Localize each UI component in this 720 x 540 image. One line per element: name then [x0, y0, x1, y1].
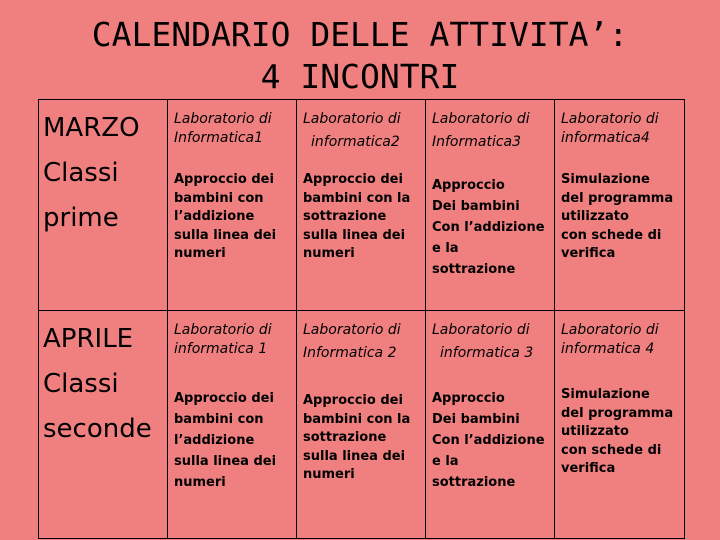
class-group: seconde — [43, 414, 152, 444]
description-line: del programma — [561, 405, 674, 421]
lab-title-cell — [426, 310, 555, 378]
lab-title-cell — [168, 100, 297, 169]
lab-title-cell — [168, 310, 297, 378]
description-line: Approccio dei — [303, 393, 403, 408]
lab-title-line: Informatica3 — [432, 134, 522, 150]
description-line: bambini con la — [303, 190, 411, 206]
lab-title-line: Laboratorio di — [174, 322, 272, 338]
slide-title — [0, 14, 720, 98]
description-line: sulla linea dei — [174, 454, 277, 469]
lab-title-line: informatica2 — [311, 134, 400, 150]
lab-title-cell — [555, 310, 684, 378]
class-label: Classi — [43, 158, 119, 188]
lab-title-line: Informatica 2 — [303, 345, 397, 361]
description-line: Simulazione — [561, 387, 650, 402]
description-line: Simulazione — [561, 172, 650, 187]
lab-title-line: informatica 3 — [440, 345, 534, 361]
activity-calendar-table — [38, 99, 685, 539]
month-cell-aprile — [39, 310, 168, 539]
description-line: sottrazione — [432, 262, 516, 277]
lab-title-line: Laboratorio di — [303, 111, 401, 127]
description-line: Con l’addizione — [432, 433, 545, 448]
description-line: e la — [432, 454, 459, 469]
lab-title-line: Laboratorio di — [561, 322, 659, 338]
description-line: numeri — [303, 246, 355, 261]
lab-title-line: Laboratorio di — [432, 322, 530, 338]
description-line: sottrazione — [303, 430, 387, 445]
lab-title-cell — [426, 100, 555, 169]
lab-title-line: informatica 4 — [561, 341, 655, 357]
description-line: sulla linea dei — [303, 227, 406, 243]
description-line: con schede di — [561, 442, 662, 458]
lab-title-line: informatica4 — [561, 130, 650, 146]
activity-description-cell — [555, 169, 684, 310]
activity-description-cell — [297, 378, 426, 539]
description-line: Dei bambini — [432, 199, 520, 214]
description-line: sottrazione — [432, 475, 516, 490]
month-name: MARZO — [43, 113, 140, 143]
description-line: bambini con — [174, 412, 264, 427]
description-line: e la — [432, 241, 459, 256]
description-line: Approccio — [432, 178, 505, 193]
activity-description-cell — [168, 378, 297, 539]
description-line: del programma — [561, 190, 674, 206]
description-line: numeri — [174, 246, 226, 261]
lab-title-cell — [297, 310, 426, 378]
description-line: numeri — [303, 467, 355, 482]
activity-description-cell — [297, 169, 426, 310]
description-line: sulla linea dei — [174, 227, 277, 243]
description-line: bambini con — [174, 190, 264, 206]
lab-title-cell — [297, 100, 426, 169]
activity-description-cell — [426, 169, 555, 310]
description-line: Con l’addizione — [432, 220, 545, 235]
lab-title-line: Laboratorio di — [561, 111, 659, 127]
description-line: Approccio dei — [174, 172, 274, 187]
activity-description-cell — [555, 378, 684, 539]
title-line-1: CALENDARIO DELLE ATTIVITA’: — [91, 15, 629, 54]
lab-title-line: Laboratorio di — [174, 111, 272, 127]
description-line: numeri — [174, 475, 226, 490]
description-line: l’addizione — [174, 209, 255, 224]
description-line: verifica — [561, 461, 616, 476]
description-line: con schede di — [561, 227, 662, 243]
description-line: utilizzato — [561, 424, 629, 439]
description-line: sulla linea dei — [303, 448, 406, 464]
lab-title-line: Informatica1 — [174, 130, 264, 146]
month-name: APRILE — [43, 324, 134, 354]
month-cell-marzo — [39, 100, 168, 310]
description-line: verifica — [561, 246, 616, 261]
lab-title-cell — [555, 100, 684, 169]
description-line: utilizzato — [561, 209, 629, 224]
description-line: Approccio dei — [174, 391, 274, 406]
activity-description-cell — [168, 169, 297, 310]
description-line: sottrazione — [303, 209, 387, 224]
activity-description-cell — [426, 378, 555, 539]
lab-title-line: informatica 1 — [174, 341, 268, 357]
lab-title-line: Laboratorio di — [432, 111, 530, 127]
description-line: bambini con la — [303, 411, 411, 427]
description-line: l’addizione — [174, 433, 255, 448]
lab-title-line: Laboratorio di — [303, 322, 401, 338]
class-group: prime — [43, 203, 119, 233]
class-label: Classi — [43, 369, 119, 399]
description-line: Approccio dei — [303, 172, 403, 187]
title-line-2: 4 INCONTRI — [260, 57, 460, 96]
description-line: Approccio — [432, 391, 505, 406]
description-line: Dei bambini — [432, 412, 520, 427]
